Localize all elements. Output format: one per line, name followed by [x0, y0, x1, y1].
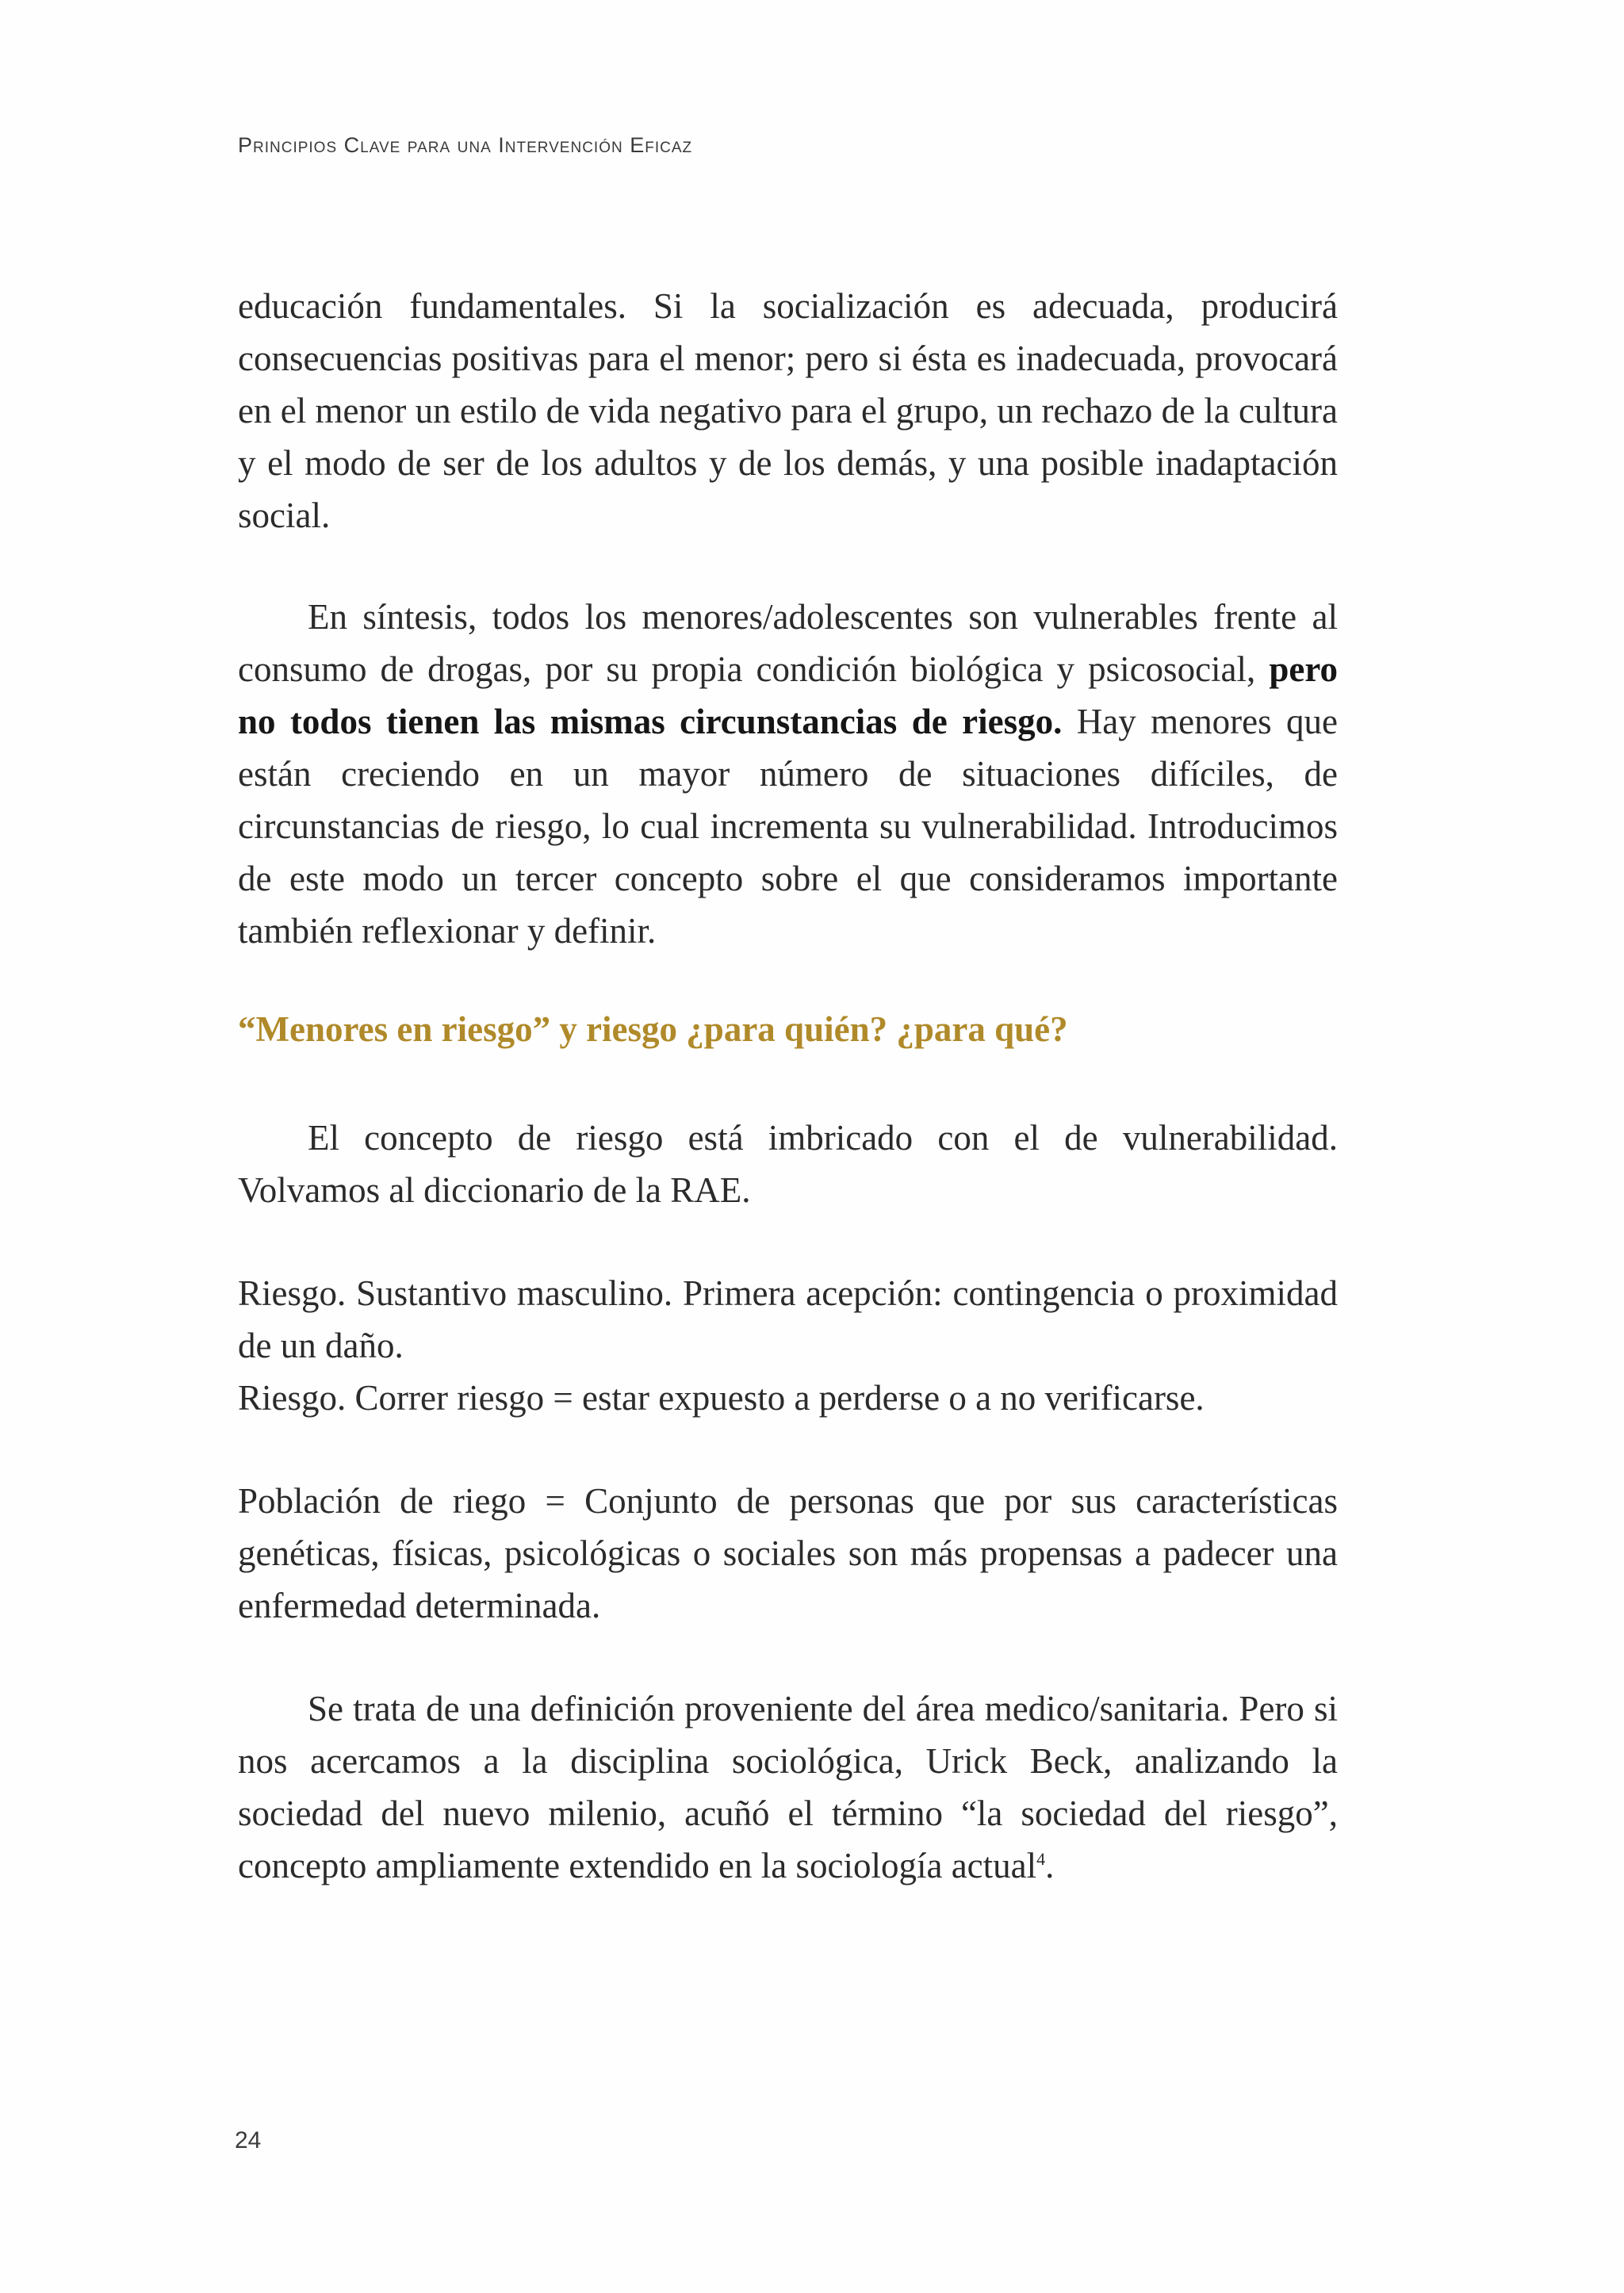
definition-risk-1: Riesgo. Sustantivo masculino. Primera acepción: contingencia o proximidad de un daño. [238, 1273, 1338, 1365]
paragraph-socialization [238, 280, 1338, 542]
page-number: 24 [235, 2127, 262, 2153]
definition-risk-2: Riesgo. Correr riesgo = estar expuesto a perderse o a no verificarse. [238, 1378, 1205, 1418]
footnote-marker: 4 [1036, 1849, 1046, 1869]
paragraph-text [238, 591, 1338, 957]
paragraph-emphasis: pero no todos tienen las mismas circunstancias de riesgo. [238, 649, 1338, 741]
paragraph-text-end: . [1045, 1846, 1055, 1885]
paragraph-text: Población de riego = Conjunto de personas que por sus características genéticas, físicas, psicológicas o sociales son más propensas a padecer una enfermedad determinada. [238, 1481, 1338, 1625]
paragraph-risk-society [238, 1682, 1338, 1892]
paragraph-synthesis [238, 591, 1338, 957]
paragraph-text-start: En síntesis, todos los menores/adolescentes son vulnerables frente al consumo de drogas, por su propia condición biológica y psicosocial, [238, 597, 1338, 689]
running-head: Principios Clave para una Intervención Eficaz [238, 133, 693, 157]
paragraph-text: El concepto de riesgo está imbricado con el de vulnerabilidad. Volvamos al diccionario de la RAE. [238, 1118, 1338, 1210]
section-heading: “Menores en riesgo” y riesgo ¿para quién? ¿para qué? [238, 1009, 1068, 1049]
paragraph-text: educación fundamentales. Si la socialización es adecuada, producirá consecuencias positivas para el menor; pero si ésta es inadecuada, provocará en el menor un estilo de vida negativo para el grupo, un rechazo de la cultura y el modo de ser de los adultos y de los demás, y una posible inadaptación social. [238, 286, 1338, 535]
paragraph-text-end: Hay menores que están creciendo en un mayor número de situaciones difíciles, de circunstancias de riesgo, lo cual incrementa su vulnerabilidad. Introducimos de este modo un tercer concepto sobre el que consideramos importante también reflexionar y definir. [238, 702, 1339, 951]
definition-population [238, 1475, 1338, 1632]
paragraph-text [238, 1682, 1338, 1892]
definitions-block [238, 1267, 1338, 1424]
paragraph-text-main: Se trata de una definición proveniente del área medico/sanitaria. Pero si nos acercamos a la disciplina sociológica, Urick Beck, analizando la sociedad del nuevo milenio, acuñó el término “la sociedad del riesgo”, concepto ampliamente extendido en la sociología actual [238, 1689, 1338, 1885]
paragraph-risk-concept [238, 1112, 1338, 1216]
